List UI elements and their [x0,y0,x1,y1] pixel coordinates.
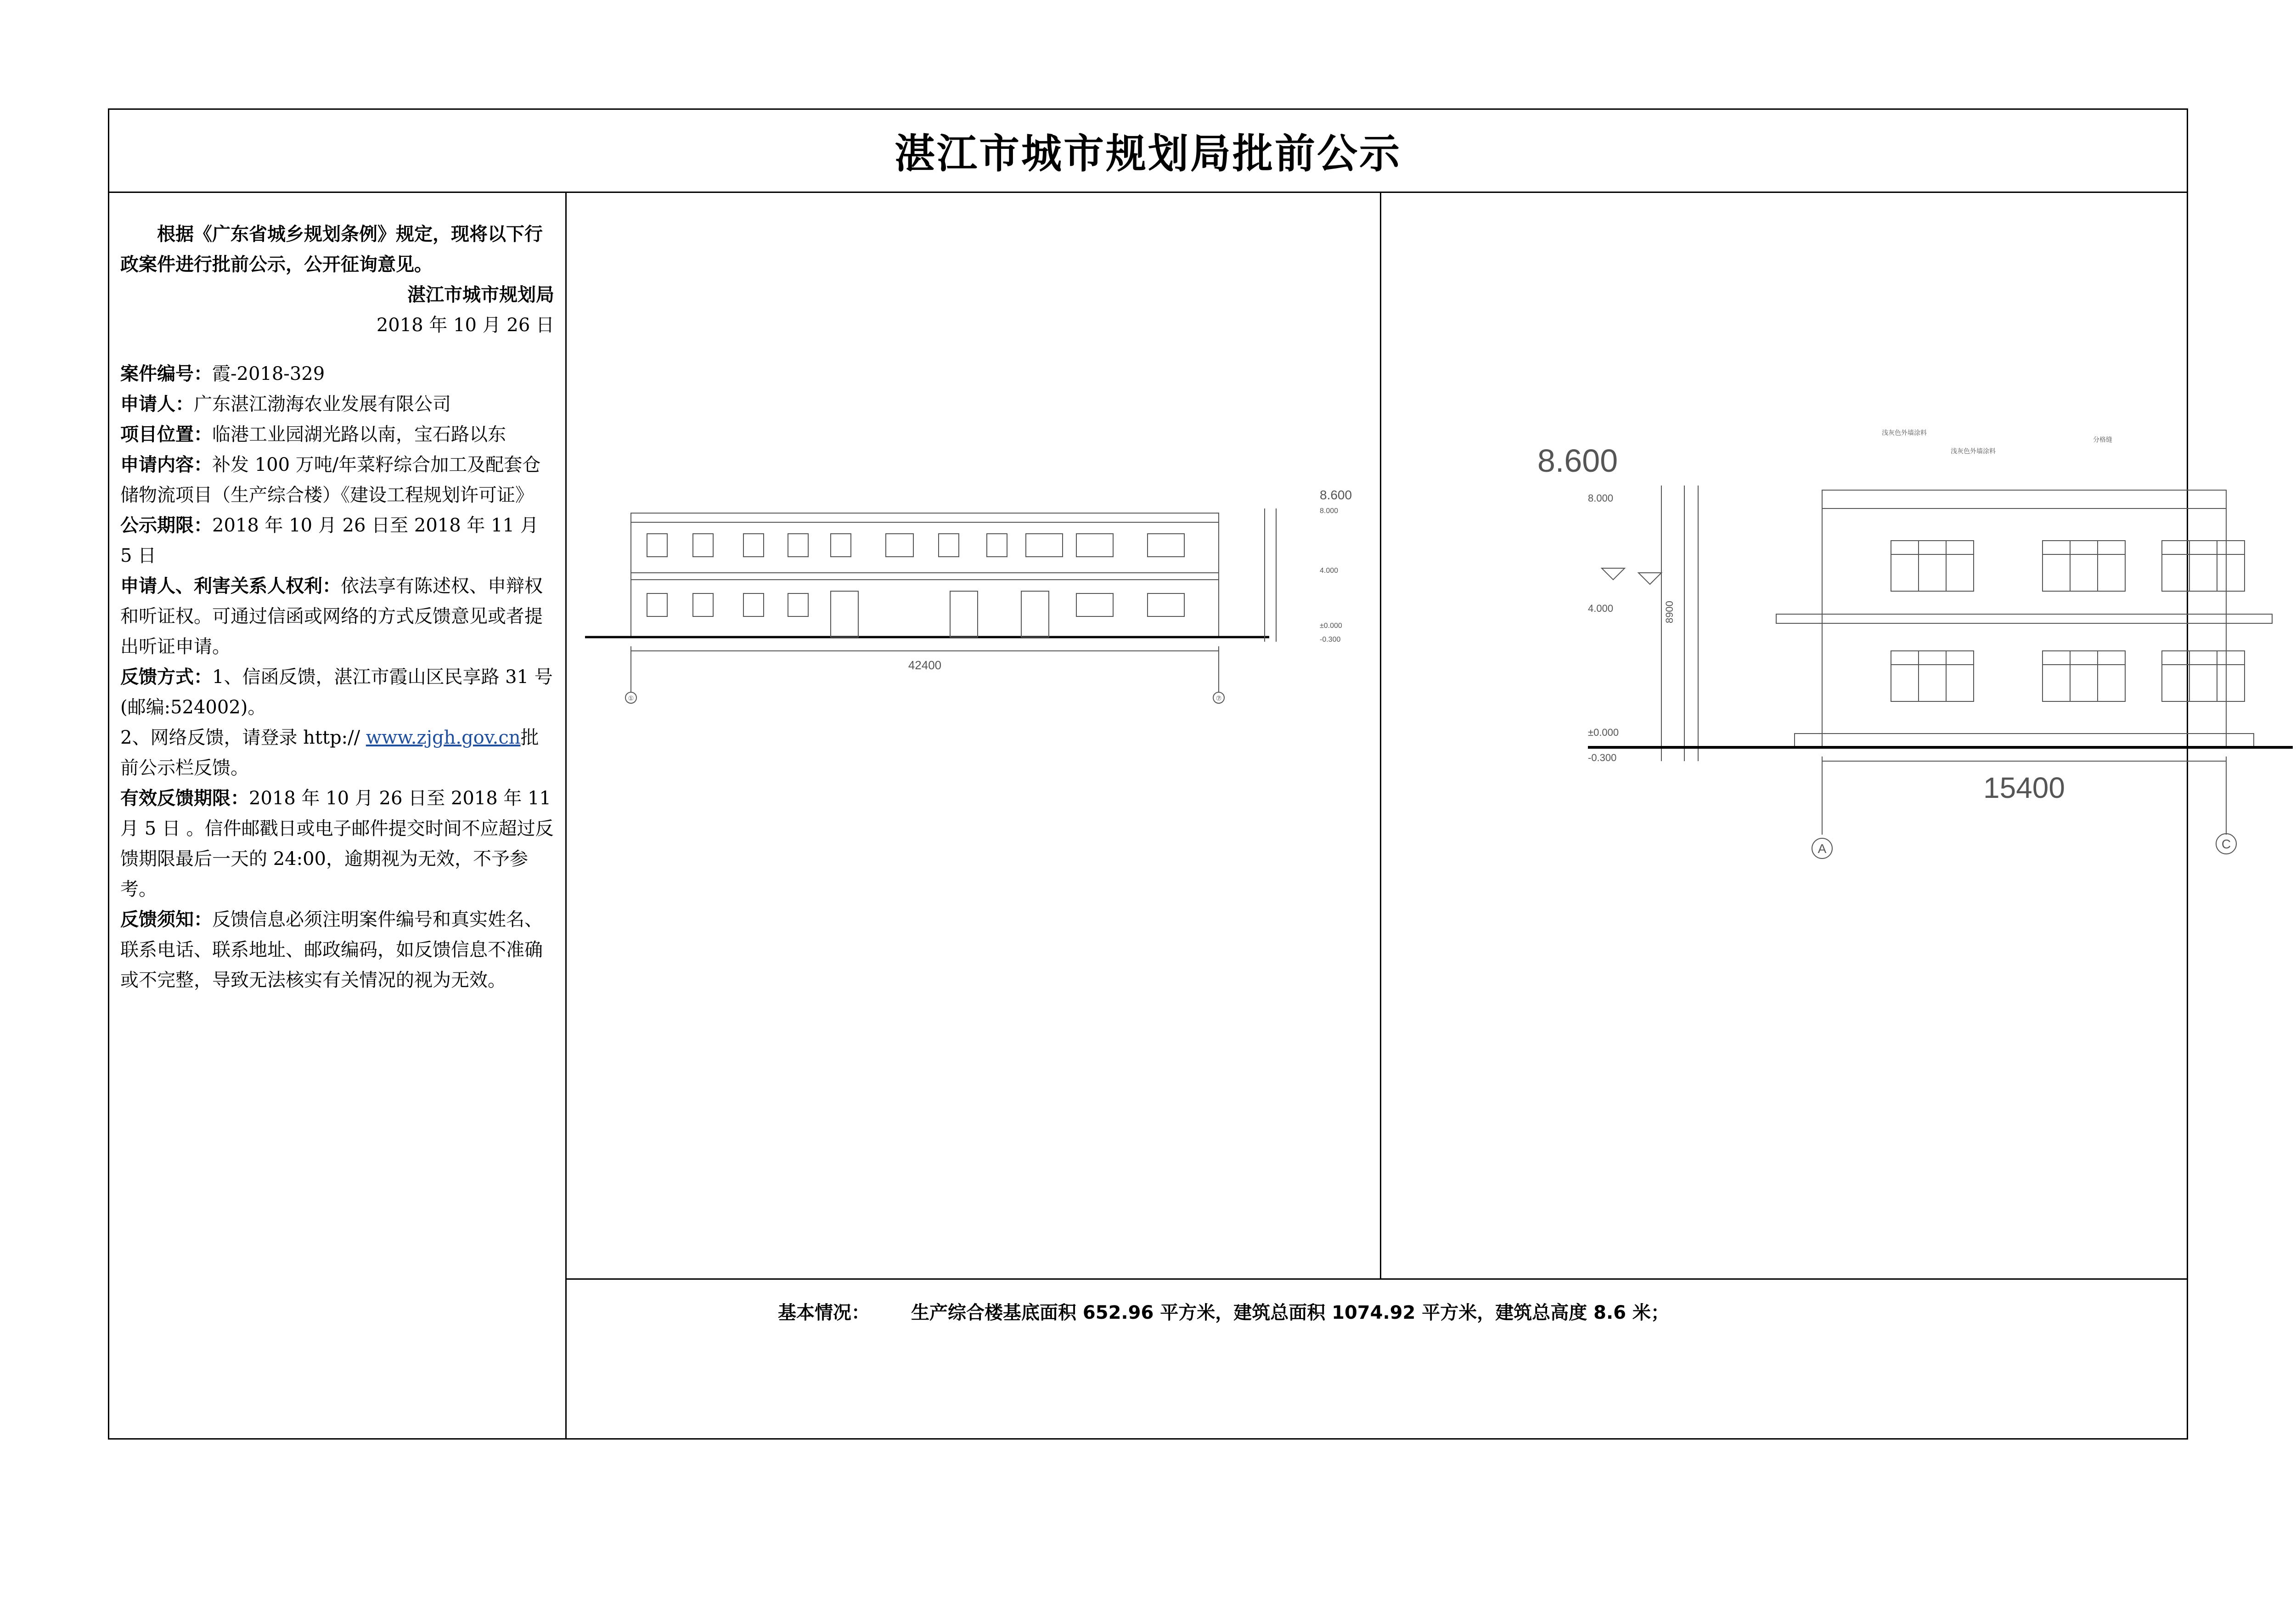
side-elevation-panel [1381,192,2231,1278]
axis-7-label: ⑦ [1216,695,1222,702]
front-elev-m03: -0.300 [1320,636,1341,644]
website-link[interactable]: www.zjgh.gov.cn [366,727,521,748]
feedback-online: 2、网络反馈，请登录 http:// www.zjgh.gov.cn批前公示栏反馈。 [120,727,539,779]
case-number: 案件编号：霞-2018-329 [120,363,325,384]
feedback-notice: 反馈须知：反馈信息必须注明案件编号和真实姓名、联系电话、联系地址、邮政编码，如反馈信息不准确或不完整，导致无法核实有关情况的视为无效。 [120,909,543,991]
side-elev-4: 4.000 [1588,603,1614,614]
notice-period: 公示期限：2018 年 10 月 26 日至 2018 年 11 月 5 日 [120,515,539,566]
issuing-org: 湛江市城市规划局 [407,284,554,305]
basic-info-row [567,1278,2187,1438]
axis-1-label: ① [628,695,634,702]
intro-text: 根据《广东省城乡规划条例》规定，现将以下行政案件进行批前公示，公开征询意见。 [120,224,543,275]
side-total-width: 15400 [1983,771,2065,804]
axis-a-label: A [1818,842,1827,856]
basic-info-label: 基本情况： [778,1302,870,1323]
notice-text-column [109,192,567,1438]
side-elev-0: ±0.000 [1588,727,1619,738]
application-content: 申请内容：补发 100 万吨/年菜籽综合加工及配套仓储物流项目（生产综合楼）《建设工程规划许可证》 [120,454,541,506]
valid-period: 有效反馈期限：2018 年 10 月 26 日至 2018 年 11 月 5 日 。信件邮戳日或电子邮件提交时间不应超过反馈期限最后一天的 24:00，逾期视为无效，不予参考。 [120,788,554,900]
rights: 申请人、利害关系人权利：依法享有陈述权、申辩权和听证权。可通过信函或网络的方式反馈意见或者提出听证申请。 [120,576,543,657]
front-elevation-drawing [567,192,1381,1278]
title-row [109,110,2187,193]
feedback-method: 反馈方式：1、信函反馈，湛江市霞山区民享路 31 号(邮编:524002)。 [120,666,553,718]
page-title: 湛江市城市规划局批前公示 [894,130,1401,177]
side-elev-m03: -0.300 [1588,752,1617,763]
side-note-3: 分格缝 [2093,436,2112,443]
front-elevation-panel [567,192,1381,1278]
front-elev-4: 4.000 [1320,567,1339,575]
basic-info [778,1298,1669,1324]
side-elev-8: 8.000 [1588,492,1614,504]
front-top-elev: 8.600 [1320,488,1352,502]
applicant: 申请人：广东湛江渤海农业发展有限公司 [120,394,451,415]
front-elev-8: 8.000 [1320,507,1339,515]
side-dim-total: 8900 [1664,601,1675,623]
axis-c-label: C [2221,837,2231,851]
project-location: 项目位置：临港工业园湖光路以南，宝石路以东 [120,424,506,445]
side-note-1: 浅灰色外墙涂料 [1882,429,1927,436]
basic-info-text: 生产综合楼基底面积 652.96 平方米，建筑总面积 1074.92 平方米，建筑总高度 8.6 米； [911,1302,1669,1323]
side-note-2: 浅灰色外墙涂料 [1951,447,1996,455]
side-elevation-drawing [1381,192,2296,1278]
side-top-elev: 8.600 [1537,443,1618,479]
front-elev-0: ±0.000 [1320,622,1342,630]
front-total-length: 42400 [908,658,942,672]
issue-date: 2018 年 10 月 26 日 [376,315,554,336]
notice-frame [108,108,2231,1440]
